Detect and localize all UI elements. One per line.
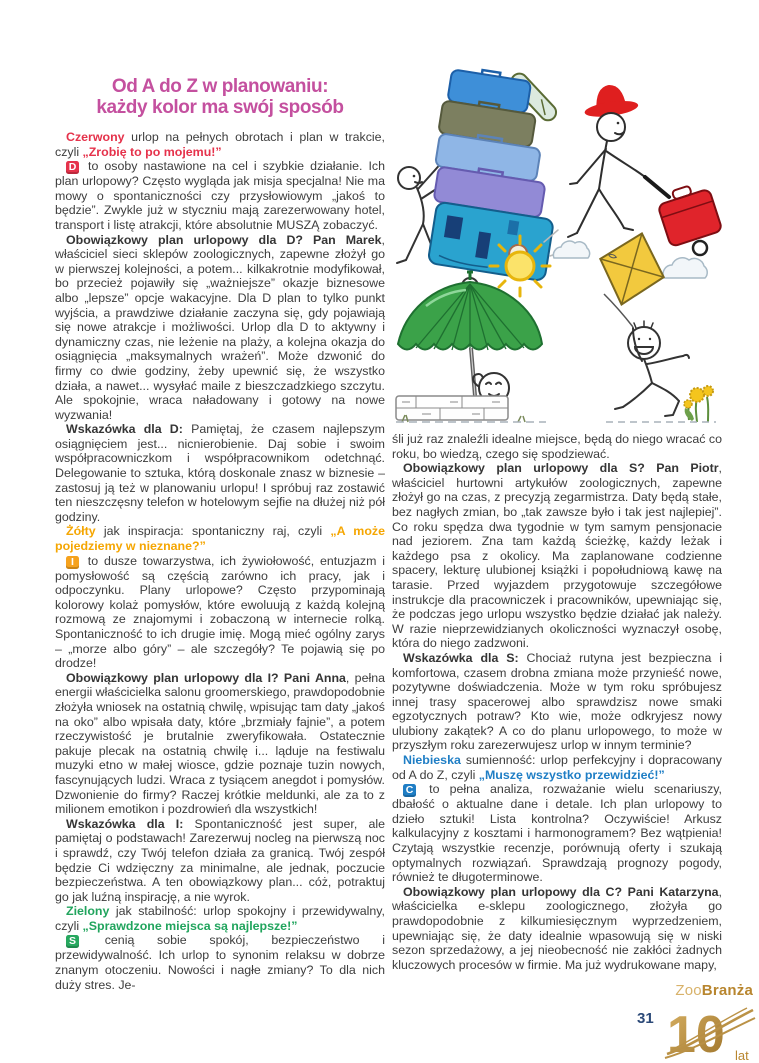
text-segment: „Zrobię to po mojemu!” bbox=[82, 144, 222, 159]
text-segment: Chociaż rutyna jest bezpieczna i komfortowa, czasem drobna zmiana może przynieść nowe, pozytywne doświadczenia. Może w tym roku spróbujesz innej trasy spacerowej albo sprawdzisz nowe smaki egzotycznych potraw? Kto wie, może odkryjesz nowy ulubiony zakątek? A co do planu urlopowego, to może w przyszłym roku zarezerwujesz urlop w innym terminie? bbox=[392, 650, 726, 753]
ten-years-anniversary-logo bbox=[663, 1000, 757, 1062]
text-segment: jak stabilność: urlop spokojny i przewidywalny, czyli bbox=[55, 904, 389, 933]
disc-letter-badge-i: I bbox=[66, 556, 79, 569]
zoobranza-logo-zoo: Zoo bbox=[675, 982, 702, 999]
text-segment: jak inspiracja: spontaniczny raj, czyli bbox=[95, 524, 331, 539]
article-body-right bbox=[392, 432, 726, 972]
zoobranza-logo bbox=[675, 982, 753, 999]
disc-letter-badge-d: D bbox=[66, 161, 79, 174]
kite-runner-illustration bbox=[553, 224, 716, 422]
page-number: 31 bbox=[637, 1010, 654, 1027]
text-segment: Obowiązkowy plan urlopowy dla C? Pani Katarzyna bbox=[403, 884, 719, 899]
article-paragraph bbox=[55, 816, 389, 905]
article-title-line1: Od A do Z w planowaniu: bbox=[111, 76, 329, 97]
text-segment: Obowiązkowy plan urlopowy dla I? Pani Anna bbox=[66, 670, 346, 685]
article-paragraph bbox=[55, 524, 389, 554]
article-paragraph bbox=[55, 670, 389, 817]
article-paragraph bbox=[55, 904, 389, 933]
vacation-illustrations bbox=[392, 56, 722, 428]
text-segment: to pełna analiza, rozważanie wielu scenariuszy, dbałość o aktualne dane i detale. Ich plan urlopowy to dzieło sztuki! Lista kontrolna? Oczywiście! Arkusz kalkulacyjny z kosztami i harmonogramem? Bez wątpienia! Czytają wszystkie recenzje, porównują oferty i szukają optymalnych rozwiązań. Sprawdzają prognozy pogody, również te długoterminowe. bbox=[392, 782, 726, 885]
text-segment: Niebieska bbox=[403, 753, 461, 768]
article-paragraph bbox=[392, 432, 726, 461]
text-segment: Czerwony bbox=[66, 130, 125, 144]
text-segment: to osoby nastawione na cel i szybkie działanie. Ich plan urlopowy? Często wygląda jak misja specjalna! Nie ma mowy o spontaniczności czy przysłowiowym „jakoś to będzie”. Zwykle już w styczniu mają zarezerwowany hotel, transport i listę atrakcji, które absolutnie MUSZĄ zobaczyć. bbox=[55, 159, 389, 232]
text-segment: Żółty bbox=[66, 524, 96, 539]
text-segment: , pełna energii właścicielka salonu groomerskiego, prawdopodobnie złożyła wniosek na ostatnią chwilę, wpisując tam daty „jakoś na oko” albo wpisała daty, które „brzmiały fajnie”, a potem rzeczywistość je brutalnie zweryfikowała. Ostatecznie pakuje plecak na ostatnią chwilę i... ląduje na festiwalu muzyki etno w małej wiosce, gdzie poznaje tuzin nowych, fascynujących ludzi. Wraca z tysiącem anegdot i pomysłów. Dzwonienie do firmy? Raczej krótkie meldunki, ale za to z milionem emotikon i pozdrowień dla wszystkich! bbox=[55, 670, 389, 817]
left-column bbox=[55, 76, 389, 992]
text-segment: Wskazówka dla I: bbox=[66, 816, 184, 831]
article-paragraph bbox=[55, 232, 389, 423]
kite-icon bbox=[590, 224, 674, 313]
article-title bbox=[55, 76, 385, 118]
text-segment: Zielony bbox=[66, 904, 110, 919]
text-segment: Wskazówka dla S: bbox=[403, 650, 519, 665]
article-paragraph bbox=[55, 553, 389, 671]
right-column bbox=[392, 56, 726, 972]
article-paragraph bbox=[55, 130, 389, 159]
article-paragraph bbox=[55, 159, 389, 232]
text-segment: „Muszę wszystko przewidzieć!” bbox=[478, 767, 665, 782]
article-paragraph bbox=[55, 422, 389, 524]
text-segment: sumienność: urlop perfekcyjny i dopracowany od A do Z, czyli bbox=[392, 753, 726, 782]
text-segment: śli już raz znaleźli idealne miejsce, będą do niego wracać co roku, bo wiedzą, czego się spodziewać. bbox=[392, 432, 726, 461]
zoobranza-logo-branza: Branża bbox=[701, 982, 753, 999]
text-segment: , właściciel sieci sklepów zoologicznych, zapewne złożył go w pierwszej kolejności, a potem... kilkakrotnie modyfikował, bo przecież pojawiły się „ważniejsze” okazje biznesowe albo „lepsze” opcje wakacyjne. Dla D plan to tylko punkt wyjścia, a prawdziwe działanie zaczyna się, gdy pojawiają się nowe atrakcje i możliwości. Urlop dla D to aktywny i dynamiczny czas, nie leżenie na plaży, a kolejna okazja do osiągnięcia „maksymalnych wrażeń”. Może dzwonić do firmy co dwie godziny, żeby upewnić się, że wszystko działa, a nawet... wysyłać maile z bieszczadzkiego szczytu. Ale spokojnie, wraca naładowany i gotowy na nowe wyzwania! bbox=[55, 232, 389, 422]
article-paragraph bbox=[392, 650, 726, 753]
text-segment: Obowiązkowy plan urlopowy dla S? Pan Piotr bbox=[403, 461, 719, 476]
disc-letter-badge-s: S bbox=[66, 935, 79, 948]
disc-letter-badge-c: C bbox=[403, 784, 416, 797]
article-paragraph bbox=[392, 753, 726, 782]
text-segment: Obowiązkowy plan urlopowy dla D? Pan Marek bbox=[66, 232, 382, 247]
text-segment: Wskazówka dla D: bbox=[66, 422, 183, 437]
text-segment: „Sprawdzone miejsca są najlepsze!” bbox=[82, 918, 298, 933]
text-segment: „A może pojedziemy w nieznane?” bbox=[55, 524, 389, 554]
text-segment: , właściciel hurtowni artykułów zoologicznych, zapewne złożył go na czas, z precyzją zegarmistrza. Daty będą stałe, bez nagłych zmian, bo „tak zawsze było i tak jest najlepiej”. Co roku spędza dwa tygodnie w tym samym pensjonacie nad jeziorem. Zna tam każdą ścieżkę, każdy leżak i każdego psa z okolicy. Ma zaplanowane codzienne spacery, lekturę ulubionej książki i popołudniową kawę na tarasie. Przed wyjazdem przygotowuje szczegółowe instrukcje dla pracowniczek i pracowników, upewniając się, że podczas jego urlopu wszystko będzie działać jak należy. W razie nieprzewidzianych okoliczności wyznaczył osobę, która do niego zadzwoni. bbox=[392, 461, 726, 651]
text-segment: , właścicielka e-sklepu zoologicznego, złożyła go prawdopodobnie z kilkumiesięcznym wyprzedzeniem, upewniając się, że daty idealnie wpasowują się w niski sezon sprzedażowy, a jej nieobecność nie zakłóci żadnych kluczowych procesów w firmie. Ma już wydrukowane mapy, bbox=[392, 884, 726, 972]
text-segment: Spontaniczność jest super, ale pamiętaj o podstawach! Zarezerwuj nocleg na pierwszą noc i sprawdź, czy Twój telefon działa za granicą. Twój zespół będzie Ci wdzięczny za minimalne, ale jednak, poczucie bezpieczeństwa. A ten obowiązkowy plan... cóż, potraktuj go jak luźną inspirację, a nie wyrok. bbox=[55, 816, 389, 904]
text-segment: to dusze towarzystwa, ich żywiołowość, entuzjazm i pomysłowość są częścią zarówno ich pracy, jak i odpoczynku. Plany urlopowe? Często przypominają kolorowy kolaż pomysłów, które ewoluują z każdą kolejną rozmową ze znajomymi i zobaczoną w internecie rolką. Spontaniczność to ich drugie imię. Mogą mieć ogólny zarys – „morze albo góry” – ale szczegóły? Te pojawią się po drodze! bbox=[55, 553, 389, 671]
anniversary-number: 10 bbox=[667, 1006, 725, 1062]
text-segment: Pamiętaj, że czasem najlepszym osiągnięciem jest... nicnierobienie. Daj sobie i swoim współpracowniczkom i współpracownikom odetchnąć. Delegowanie to sztuka, którą doskonale znasz w biznesie – zastosuj ją też w planowaniu urlopu! I spróbuj raz zostawić ten nieszczęsny telefon w hotelowym sejfie na dłużej niż pół godziny. bbox=[55, 422, 389, 524]
traveler-with-red-suitcase-illustration bbox=[568, 81, 722, 255]
green-beach-umbrella-rest-illustration bbox=[396, 272, 546, 422]
anniversary-unit: lat bbox=[735, 1048, 749, 1062]
article-title-line2: każdy kolor ma swój sposób bbox=[96, 97, 344, 118]
text-segment: urlop na pełnych obrotach i plan w trakcie, czyli bbox=[55, 130, 389, 159]
article-body-left bbox=[55, 130, 389, 992]
text-segment: cenią sobie spokój, bezpieczeństwo i przewidywalność. Ich urlop to synonim relaksu w dobrze znanym otoczeniu. Nowości i nagłe zmiany? To dla nich duży stres. Je- bbox=[55, 933, 389, 992]
article-paragraph bbox=[392, 461, 726, 651]
article-paragraph bbox=[392, 884, 726, 973]
article-paragraph bbox=[392, 782, 726, 885]
dandelion-flowers-icon bbox=[684, 386, 713, 422]
article-paragraph bbox=[55, 933, 389, 992]
